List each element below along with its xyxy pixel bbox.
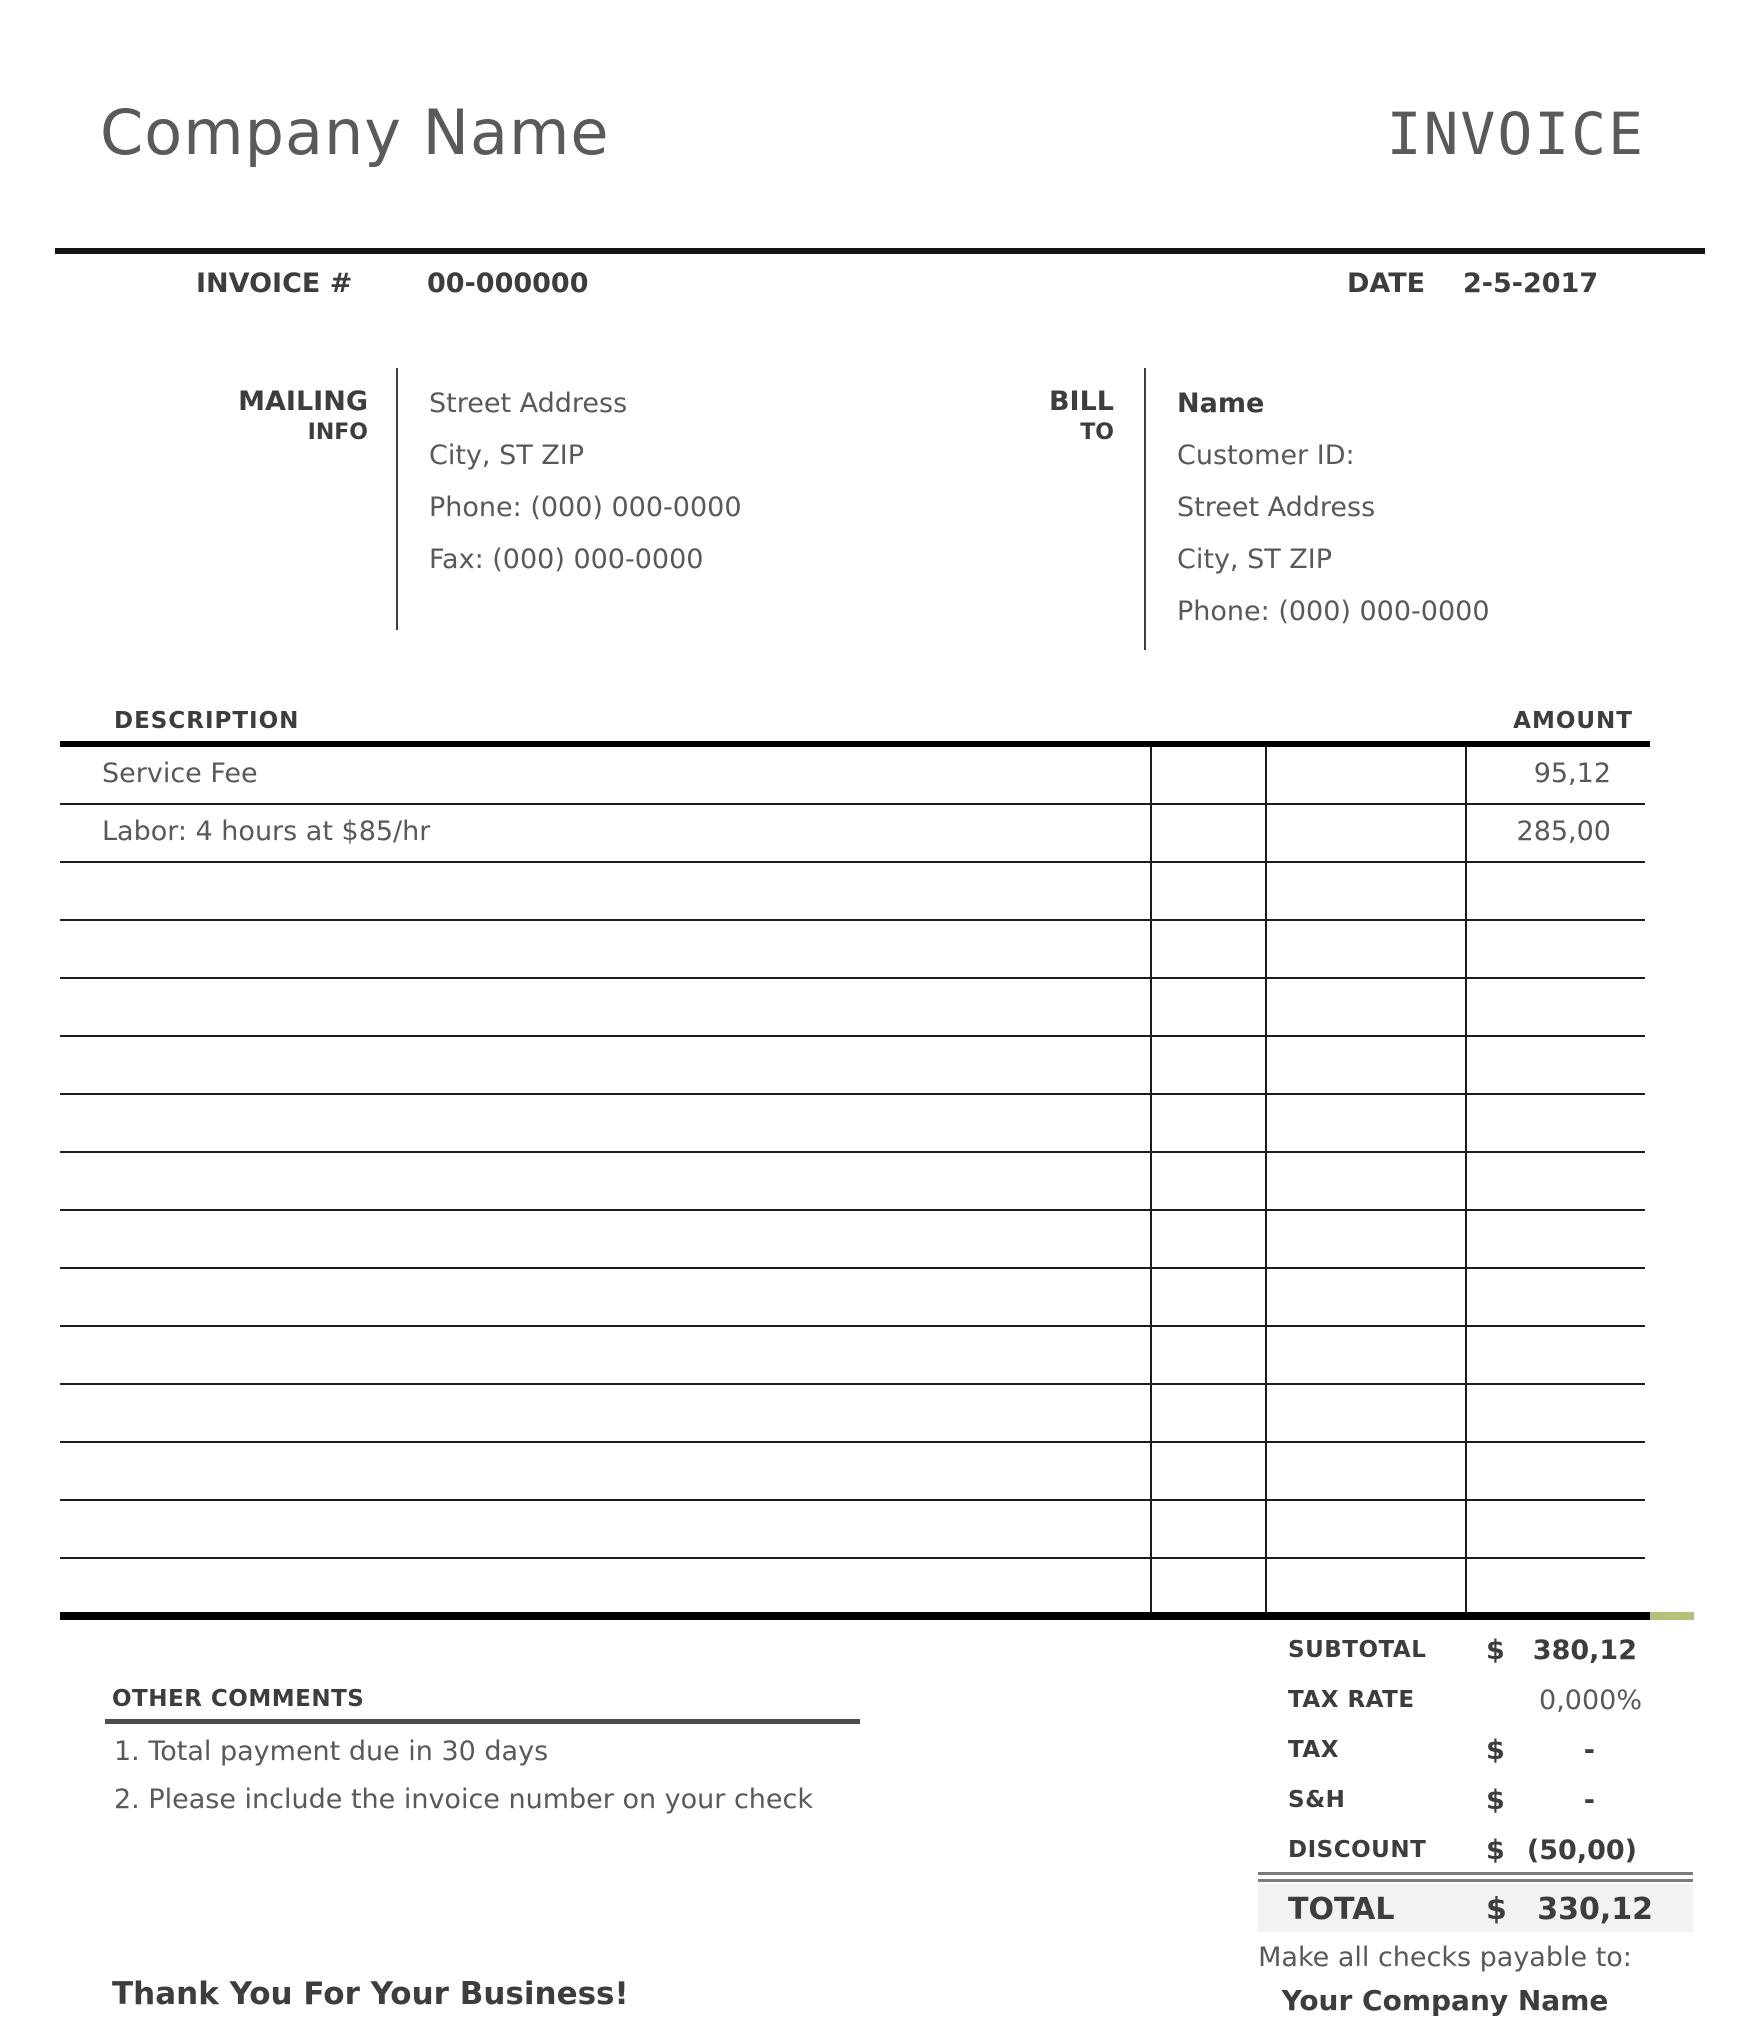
date-value[interactable]: 2-5-2017 — [1463, 268, 1599, 299]
line-item-empty-cell[interactable] — [1265, 1443, 1465, 1499]
bill-to-label-line2: TO — [1080, 420, 1114, 446]
table-row — [60, 1037, 1645, 1095]
table-row — [60, 1095, 1645, 1153]
line-item-amount-cell[interactable] — [1465, 921, 1645, 977]
totals-label: DISCOUNT — [1288, 1837, 1427, 1863]
line-item-amount-cell[interactable] — [1465, 1153, 1645, 1209]
comment-item: 1. Total payment due in 30 days — [114, 1736, 549, 1767]
comment-item: 2. Please include the invoice number on your check — [114, 1784, 814, 1815]
currency-symbol: $ — [1486, 1635, 1505, 1666]
line-item-empty-cell[interactable] — [1265, 1385, 1465, 1441]
line-item-empty-cell[interactable] — [1150, 1037, 1265, 1093]
invoice-number-label: INVOICE # — [196, 268, 353, 299]
line-item-description-cell[interactable] — [60, 1559, 1150, 1615]
currency-symbol: $ — [1486, 1785, 1505, 1816]
bill-to-address-block — [1177, 378, 1490, 638]
bill-to-divider-line — [1144, 368, 1146, 650]
line-item-empty-cell[interactable] — [1150, 1269, 1265, 1325]
line-item-description-cell[interactable] — [60, 863, 1150, 919]
grand-total-value[interactable]: 330,12 — [1537, 1892, 1653, 1927]
line-item-description-cell[interactable] — [60, 1501, 1150, 1557]
totals-section — [1258, 1626, 1693, 1876]
line-item-amount-cell[interactable] — [1465, 1559, 1645, 1615]
line-item-empty-cell[interactable] — [1265, 1327, 1465, 1383]
line-item-empty-cell[interactable] — [1150, 863, 1265, 919]
line-item-empty-cell[interactable] — [1150, 747, 1265, 803]
bill-to-city-state-zip[interactable]: City, ST ZIP — [1177, 544, 1333, 575]
line-item-empty-cell[interactable] — [1150, 1095, 1265, 1151]
line-item-empty-cell[interactable] — [1150, 1385, 1265, 1441]
table-row — [60, 1501, 1645, 1559]
line-item-description-cell[interactable]: Labor: 4 hours at $85/hr — [102, 816, 431, 847]
totals-row — [1258, 1676, 1693, 1726]
checks-payable-note: Make all checks payable to: — [1258, 1942, 1632, 1973]
grand-total-row — [1258, 1884, 1693, 1932]
mailing-street[interactable]: Street Address — [429, 388, 628, 419]
line-item-amount-cell[interactable] — [1465, 1327, 1645, 1383]
currency-symbol: $ — [1486, 1735, 1505, 1766]
other-comments-title: OTHER COMMENTS — [112, 1686, 365, 1712]
line-item-empty-cell[interactable] — [1265, 747, 1465, 803]
mailing-label-line2: INFO — [307, 420, 368, 446]
line-item-description-cell[interactable] — [60, 1037, 1150, 1093]
totals-row — [1258, 1776, 1693, 1826]
table-row — [60, 1559, 1645, 1617]
line-item-description-cell[interactable] — [60, 1327, 1150, 1383]
totals-value[interactable]: 380,12 — [1532, 1635, 1637, 1666]
line-item-amount-cell[interactable] — [1465, 1269, 1645, 1325]
line-item-description-cell[interactable] — [60, 1269, 1150, 1325]
line-item-empty-cell[interactable] — [1265, 805, 1465, 861]
line-item-amount-cell[interactable] — [1465, 1037, 1645, 1093]
grand-total-currency: $ — [1486, 1892, 1507, 1927]
table-row — [60, 1211, 1645, 1269]
line-item-empty-cell[interactable] — [1265, 1037, 1465, 1093]
grand-total-label: TOTAL — [1288, 1892, 1395, 1927]
line-item-empty-cell[interactable] — [1150, 1501, 1265, 1557]
totals-label: S&H — [1288, 1787, 1346, 1813]
table-row — [60, 805, 1645, 863]
line-item-empty-cell[interactable] — [1265, 979, 1465, 1035]
totals-value[interactable]: 0,000% — [1539, 1685, 1642, 1716]
line-item-description-cell[interactable] — [60, 1385, 1150, 1441]
line-item-amount-cell[interactable] — [1465, 1443, 1645, 1499]
table-accent-mark — [1650, 1612, 1694, 1620]
totals-value[interactable]: (50,00) — [1526, 1835, 1637, 1866]
line-item-amount-cell[interactable] — [1465, 1211, 1645, 1267]
line-item-empty-cell[interactable] — [1265, 921, 1465, 977]
header-divider — [55, 248, 1705, 254]
payable-company-name: Your Company Name — [1281, 1984, 1609, 2017]
line-item-empty-cell[interactable] — [1150, 1211, 1265, 1267]
table-row — [60, 1269, 1645, 1327]
line-item-empty-cell[interactable] — [1265, 1559, 1465, 1615]
totals-value[interactable]: - — [1583, 1785, 1595, 1816]
line-item-amount-cell[interactable] — [1465, 1095, 1645, 1151]
table-row — [60, 979, 1645, 1037]
line-item-empty-cell[interactable] — [1150, 805, 1265, 861]
mailing-label-line1: MAILING — [238, 386, 368, 417]
line-item-empty-cell[interactable] — [1150, 1443, 1265, 1499]
table-row — [60, 1385, 1645, 1443]
totals-row — [1258, 1726, 1693, 1776]
line-item-description-cell[interactable] — [60, 1211, 1150, 1267]
invoice-number-value[interactable]: 00-000000 — [427, 268, 589, 299]
line-item-empty-cell[interactable] — [1265, 1269, 1465, 1325]
totals-row — [1258, 1826, 1693, 1876]
table-row — [60, 863, 1645, 921]
line-item-empty-cell[interactable] — [1150, 979, 1265, 1035]
table-row — [60, 1153, 1645, 1211]
totals-value[interactable]: - — [1583, 1735, 1595, 1766]
line-item-empty-cell[interactable] — [1150, 1327, 1265, 1383]
bill-to-phone[interactable]: Phone: (000) 000-0000 — [1177, 596, 1490, 627]
line-items-table — [60, 747, 1645, 1617]
line-item-amount-cell[interactable]: 95,12 — [1465, 747, 1645, 803]
line-item-amount-cell[interactable]: 285,00 — [1465, 805, 1645, 861]
table-row — [60, 747, 1645, 805]
table-row — [60, 1443, 1645, 1501]
line-item-empty-cell[interactable] — [1150, 1153, 1265, 1209]
amount-column-header: AMOUNT — [1513, 708, 1633, 734]
table-bottom-rule — [60, 1612, 1650, 1620]
other-comments-rule — [105, 1719, 860, 1724]
total-double-rule — [1258, 1872, 1693, 1882]
line-item-description-cell[interactable] — [60, 1095, 1150, 1151]
totals-row — [1258, 1626, 1693, 1676]
mailing-divider-line — [396, 368, 398, 630]
line-item-description-cell[interactable]: Service Fee — [102, 758, 258, 789]
line-item-description-cell[interactable] — [60, 1443, 1150, 1499]
line-item-empty-cell[interactable] — [1265, 1095, 1465, 1151]
totals-label: TAX RATE — [1288, 1687, 1415, 1713]
line-item-empty-cell[interactable] — [1150, 1559, 1265, 1615]
bill-to-street[interactable]: Street Address — [1177, 492, 1376, 523]
company-name-title[interactable]: Company Name — [100, 96, 610, 169]
line-item-description-cell[interactable] — [60, 921, 1150, 977]
line-item-description-cell[interactable] — [60, 979, 1150, 1035]
document-title: INVOICE — [1386, 100, 1645, 168]
table-row — [60, 1327, 1645, 1385]
line-item-empty-cell[interactable] — [1150, 921, 1265, 977]
line-item-amount-cell[interactable] — [1465, 863, 1645, 919]
bill-to-customer-id[interactable]: Customer ID: — [1177, 440, 1355, 471]
currency-symbol: $ — [1486, 1835, 1505, 1866]
line-item-description-cell[interactable] — [60, 1153, 1150, 1209]
bill-to-label-line1: BILL — [1048, 386, 1114, 417]
mailing-fax[interactable]: Fax: (000) 000-0000 — [429, 544, 704, 575]
mailing-city-state-zip[interactable]: City, ST ZIP — [429, 440, 585, 471]
totals-label: SUBTOTAL — [1288, 1637, 1427, 1663]
bill-to-name[interactable]: Name — [1177, 388, 1265, 419]
mailing-phone[interactable]: Phone: (000) 000-0000 — [429, 492, 742, 523]
thank-you-message: Thank You For Your Business! — [112, 1976, 629, 2012]
line-item-empty-cell[interactable] — [1265, 1211, 1465, 1267]
description-column-header: DESCRIPTION — [114, 708, 300, 734]
line-item-empty-cell[interactable] — [1265, 1153, 1465, 1209]
date-label: DATE — [1347, 268, 1426, 299]
line-item-amount-cell[interactable] — [1465, 979, 1645, 1035]
line-item-empty-cell[interactable] — [1265, 863, 1465, 919]
bill-to-label — [990, 384, 1114, 448]
line-item-amount-cell[interactable] — [1465, 1385, 1645, 1441]
line-item-empty-cell[interactable] — [1265, 1501, 1465, 1557]
mailing-address-block — [429, 378, 742, 586]
mailing-info-label — [150, 384, 368, 448]
table-row — [60, 921, 1645, 979]
line-item-amount-cell[interactable] — [1465, 1501, 1645, 1557]
totals-label: TAX — [1288, 1737, 1339, 1763]
